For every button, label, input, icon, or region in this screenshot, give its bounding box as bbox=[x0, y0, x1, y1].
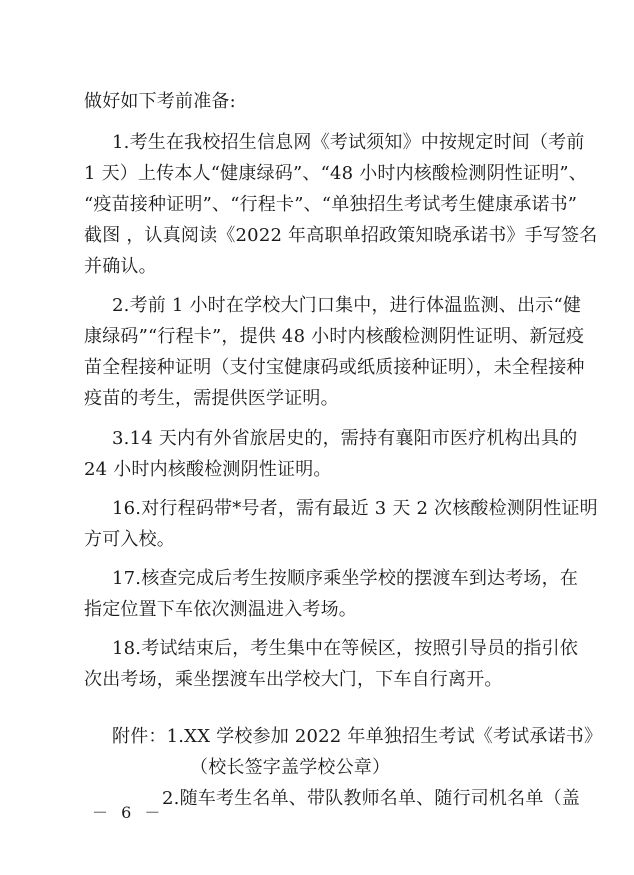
item-2-line-4: 疫苗的考生，需提供医学证明。 bbox=[84, 388, 339, 409]
item-16-line-1: 16.对行程码带*号者，需有最近 3 天 2 次核酸检测阴性证明 bbox=[112, 498, 598, 519]
item-3-line-1: 3.14 天内有外省旅居史的，需持有襄阳市医疗机构出具的 bbox=[112, 428, 578, 449]
item-16-line-2: 方可入校。 bbox=[84, 529, 175, 550]
item-1-line-1: 1.考生在我校招生信息网《考试须知》中按规定时间（考前 bbox=[112, 132, 585, 153]
item-17-line-1: 17.核查完成后考生按顺序乘坐学校的摆渡车到达考场，在 bbox=[112, 568, 579, 589]
intro-text: 做好如下考前准备: bbox=[84, 91, 236, 112]
page-number: － 6 － bbox=[92, 803, 165, 822]
item-3-line-2: 24 小时内核酸检测阴性证明。 bbox=[84, 459, 332, 480]
item-1-line-5: 并确认。 bbox=[84, 256, 157, 277]
item-2-line-3: 苗全程接种证明（支付宝健康码或纸质接种证明），未全程接种 bbox=[84, 357, 585, 378]
item-18-line-1: 18.考试结束后，考生集中在等候区，按照引导员的指引依 bbox=[112, 638, 579, 659]
attachment-1-note: （校长签字盖学校公章） bbox=[190, 757, 391, 778]
item-1-line-3: “疫苗接种证明”、“行程卡”、“单独招生考试考生健康承诺书” bbox=[84, 194, 578, 215]
item-2-line-2: 康绿码”“行程卡”，提供 48 小时内核酸检测阴性证明、新冠疫 bbox=[84, 326, 585, 347]
item-2-line-1: 2.考前 1 小时在学校大门口集中，进行体温监测、出示“健 bbox=[112, 295, 582, 316]
attachment-1: 附件：1.XX 学校参加 2022 年单独招生考试《考试承诺书》 bbox=[112, 726, 603, 747]
item-18-line-2: 次出考场，乘坐摆渡车出学校大门，下车自行离开。 bbox=[84, 669, 503, 690]
item-17-line-2: 指定位置下车依次测温进入考场。 bbox=[84, 599, 357, 620]
item-1-line-2: 1 天）上传本人“健康绿码”、“48 小时内核酸检测阴性证明”、 bbox=[84, 163, 588, 184]
attachment-2: 2.随车考生名单、带队教师名单、随行司机名单（盖 bbox=[162, 788, 580, 809]
item-1-line-4: 截图 ，认真阅读《2022 年高职单招政策知晓承诺书》手写签名 bbox=[84, 225, 598, 246]
